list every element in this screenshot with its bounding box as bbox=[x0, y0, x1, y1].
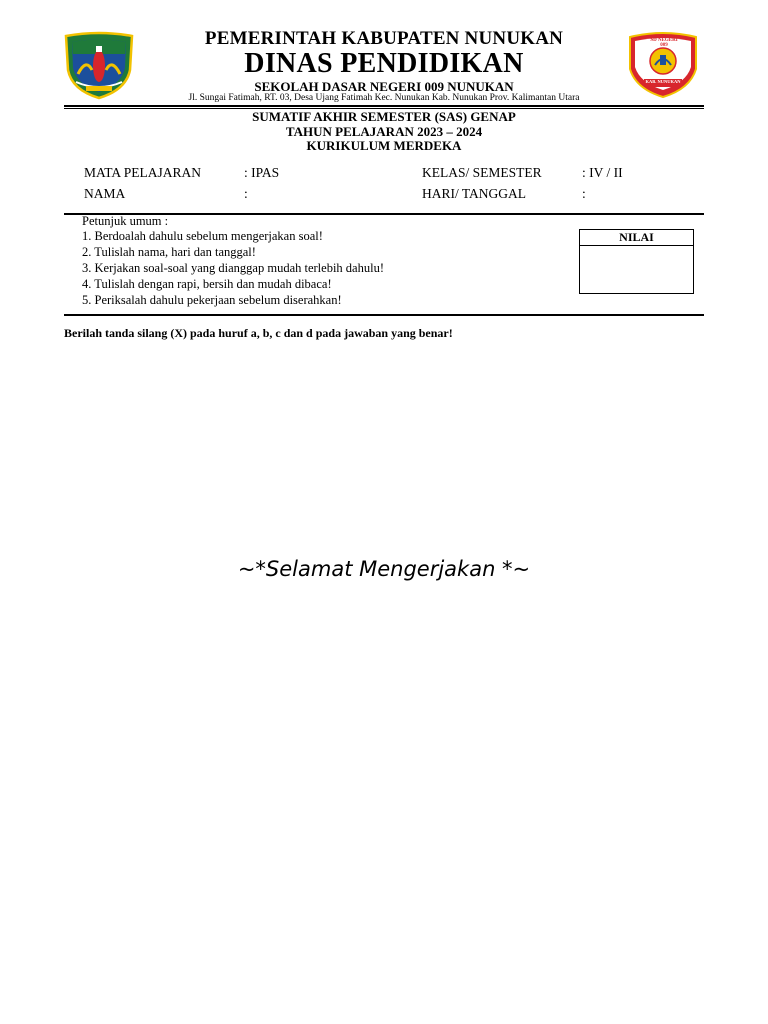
class-label: KELAS/ SEMESTER bbox=[422, 165, 542, 180]
government-heading: PEMERINTAH KABUPATEN NUNUKAN bbox=[204, 28, 564, 49]
subject-value: : IPAS bbox=[244, 165, 280, 180]
instruction-item: 2. Tulislah nama, hari dan tanggal! bbox=[82, 245, 256, 259]
school-heading: SEKOLAH DASAR NEGERI 009 NUNUKAN bbox=[254, 79, 514, 94]
exam-year: TAHUN PELAJARAN 2023 – 2024 bbox=[285, 124, 483, 139]
instruction-item: 3. Kerjakan soal-soal yang dianggap mudah terlebih dahulu! bbox=[82, 261, 384, 275]
badge-text-top: SD NEGERI 009 bbox=[650, 38, 678, 48]
question-instruction: Berilah tanda silang (X) pada huruf a, b, c dan d pada jawaban yang benar! bbox=[64, 326, 453, 340]
badge-text-bottom: KAB. NUNUKAN bbox=[645, 79, 681, 84]
exam-title: SUMATIF AKHIR SEMESTER (SAS) GENAP bbox=[252, 109, 516, 124]
subject-label: MATA PELAJARAN bbox=[84, 165, 202, 180]
header-divider bbox=[64, 105, 704, 107]
name-label: NAMA bbox=[84, 186, 126, 201]
date-label: HARI/ TANGGAL bbox=[422, 186, 527, 201]
instructions-divider bbox=[64, 314, 704, 316]
regency-emblem-icon bbox=[62, 30, 136, 100]
school-address: Jl. Sungai Fatimah, RT. 03, Desa Ujang Fatimah Kec. Nunukan Kab. Nunukan Prov. Kalimantan Utara bbox=[188, 93, 580, 103]
instruction-item: 1. Berdoalah dahulu sebelum mengerjakan soal! bbox=[82, 229, 323, 243]
department-heading: DINAS PENDIDIKAN bbox=[244, 48, 524, 79]
score-box bbox=[579, 229, 694, 294]
closing-message: ~*Selamat Mengerjakan *~ bbox=[237, 557, 531, 581]
score-label: NILAI bbox=[580, 230, 693, 246]
class-value: : IV / II bbox=[582, 165, 623, 180]
name-value: : bbox=[244, 186, 248, 201]
instruction-item: 4. Tulislah dengan rapi, bersih dan mudah dibaca! bbox=[82, 277, 332, 291]
date-value: : bbox=[582, 186, 586, 201]
instruction-item: 5. Periksalah dahulu pekerjaan sebelum diserahkan! bbox=[82, 293, 342, 307]
instructions-title: Petunjuk umum : bbox=[82, 214, 169, 228]
exam-curriculum: KURIKULUM MERDEKA bbox=[306, 138, 462, 153]
